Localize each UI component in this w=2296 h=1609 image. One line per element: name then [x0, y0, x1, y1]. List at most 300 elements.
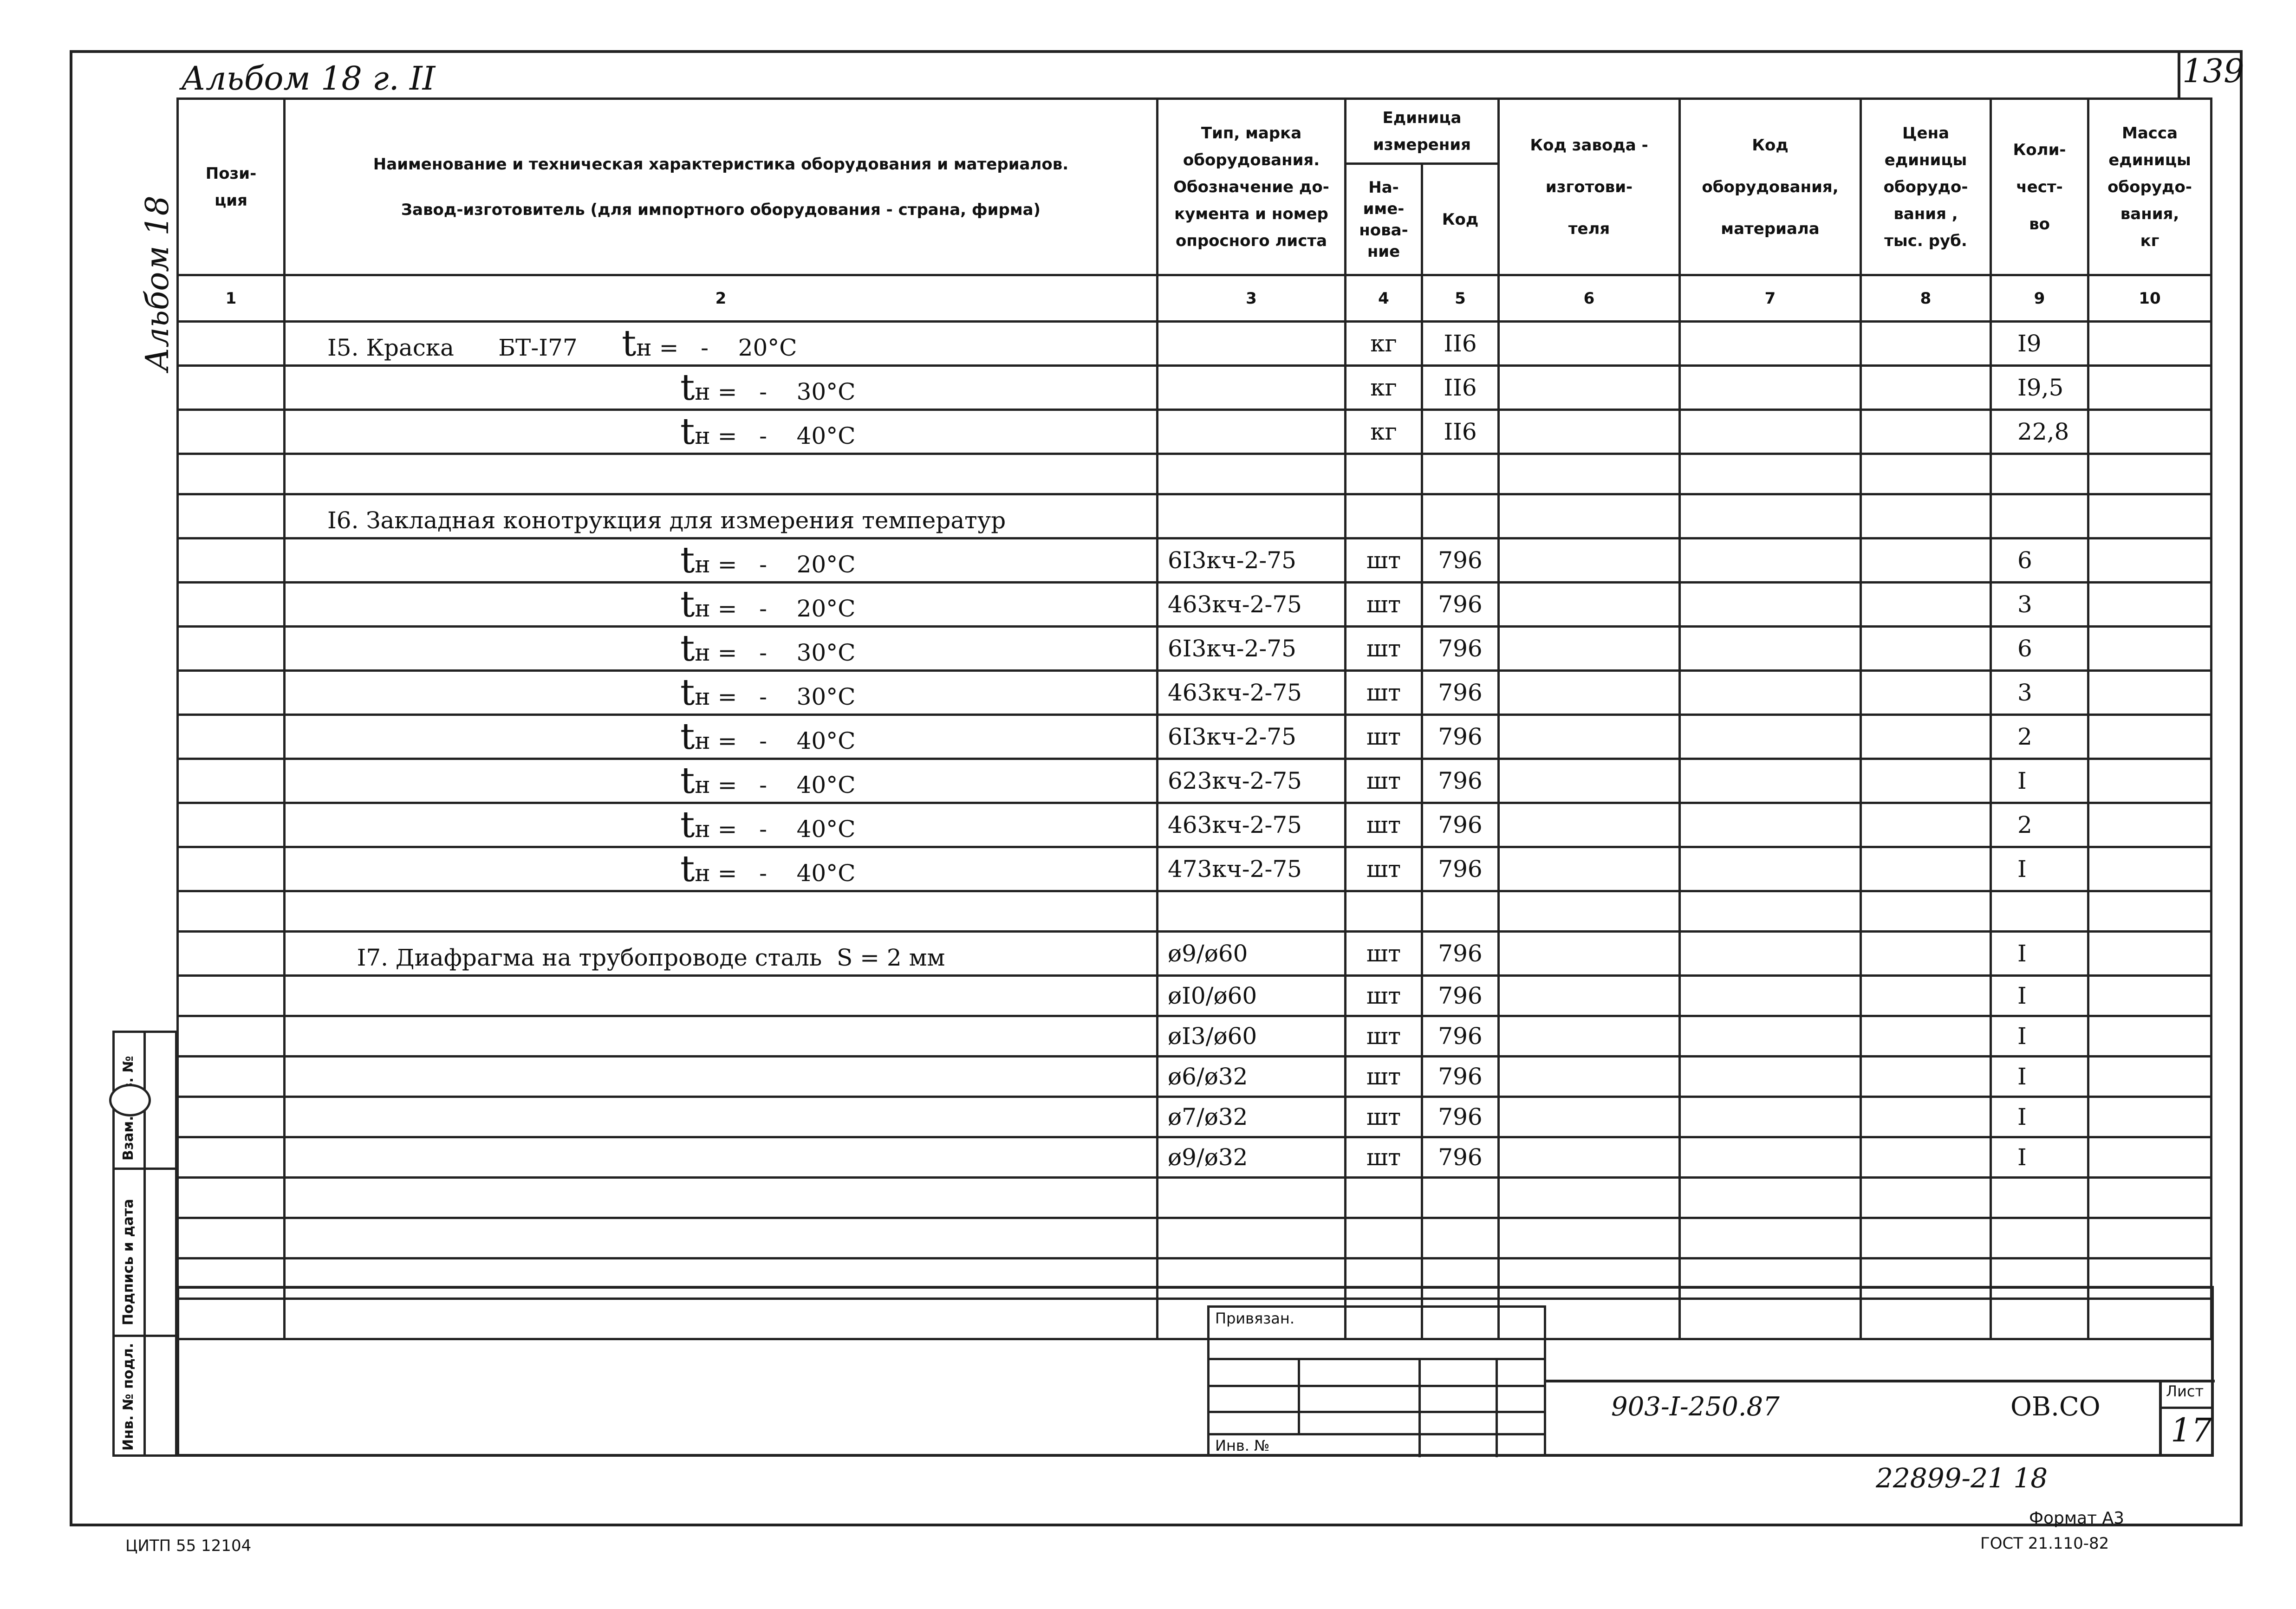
table-row: [178, 847, 2211, 891]
cell-unit: шт: [1346, 759, 1422, 803]
cell-document: [1158, 1218, 1346, 1259]
cell-mass: [2088, 759, 2211, 803]
archive-stamp: 22899-21 18: [1876, 1462, 2048, 1494]
privyazan-line: [1210, 1385, 1544, 1387]
cell-unit: шт: [1346, 1097, 1422, 1137]
cell-equipment-code: [1680, 932, 1861, 976]
cell-price: [1861, 715, 1991, 759]
cell-position: [178, 715, 285, 759]
cell-equipment-code: [1680, 322, 1861, 366]
cell-price: [1861, 1137, 1991, 1178]
cell-equipment-code: [1680, 627, 1861, 671]
temperature-symbol: t: [680, 848, 695, 890]
temperature-value: н = - 40°C: [695, 860, 856, 887]
title-block-top-line: [176, 1286, 2214, 1289]
cell-document: 473кч-2-75: [1158, 847, 1346, 891]
cell-unit: шт: [1346, 671, 1422, 715]
header-equipment-code: Код оборудования, материала: [1680, 99, 1861, 275]
temperature-value: н = - 40°C: [695, 422, 856, 449]
temperature-value: н = - 40°C: [695, 727, 856, 754]
cell-name: [285, 671, 1158, 715]
cell-name: [285, 366, 1158, 410]
cell-document: 463кч-2-75: [1158, 583, 1346, 627]
cell-mass: [2088, 803, 2211, 847]
cell-position: [178, 847, 285, 891]
item-name: I5. Краска БТ-I77: [327, 334, 622, 361]
cell-equipment-code: [1680, 1016, 1861, 1057]
cell-quantity: 2: [1991, 803, 2088, 847]
cell-price: [1861, 538, 1991, 583]
specification-table: [176, 97, 2212, 1340]
cell-document: ø9/ø32: [1158, 1137, 1346, 1178]
header-name-line2: Завод-изготовитель (для импортного оборудования - страна, фирма): [401, 200, 1041, 219]
cell-quantity: I: [1991, 976, 2088, 1016]
cell-plant-code: [1499, 1259, 1680, 1299]
cell-plant-code: [1499, 1057, 1680, 1097]
table-row: [178, 803, 2211, 847]
cell-unit: кг: [1346, 366, 1422, 410]
cell-name: [285, 1097, 1158, 1137]
cell-mass: [2088, 1218, 2211, 1259]
cell-unit: кг: [1346, 322, 1422, 366]
sheet-box-line: [2159, 1407, 2214, 1409]
header-name: [285, 99, 1158, 275]
cell-unit-code: II6: [1422, 410, 1499, 454]
cell-plant-code: [1499, 1178, 1680, 1218]
temperature-symbol: t: [680, 367, 695, 409]
document-code: 903-I-250.87: [1611, 1392, 1780, 1422]
cell-price: [1861, 1178, 1991, 1218]
cell-mass: [2088, 322, 2211, 366]
cell-quantity: I: [1991, 1016, 2088, 1057]
cell-name: [285, 627, 1158, 671]
column-number: 8: [1861, 275, 1991, 322]
cell-name: [285, 1016, 1158, 1057]
cell-plant-code: [1499, 538, 1680, 583]
title-block-bottom-line: [176, 1454, 2214, 1457]
cell-price: [1861, 891, 1991, 932]
cell-position: [178, 759, 285, 803]
privyazan-line: [1210, 1411, 1544, 1413]
table-row: [178, 1137, 2211, 1178]
side-strip-oval: [109, 1084, 151, 1116]
cell-document: øI0/ø60: [1158, 976, 1346, 1016]
cell-price: [1861, 410, 1991, 454]
cell-name: [285, 322, 1158, 366]
sheet-number-top: 139: [2182, 52, 2244, 90]
gost-label: ГОСТ 21.110-82: [1980, 1534, 2109, 1553]
table-row: [178, 891, 2211, 932]
item-name: I6. Закладная конотрукция для измерения температур: [327, 507, 1006, 534]
cell-position: [178, 583, 285, 627]
cell-unit: [1346, 454, 1422, 494]
privyazan-line: [1210, 1433, 1544, 1435]
header-name-line1: Наименование и техническая характеристика оборудования и материалов.: [373, 155, 1069, 174]
cell-equipment-code: [1680, 494, 1861, 538]
column-numbers-row: [178, 275, 2211, 322]
cell-quantity: 6: [1991, 627, 2088, 671]
cell-plant-code: [1499, 494, 1680, 538]
cell-position: [178, 1218, 285, 1259]
cell-price: [1861, 671, 1991, 715]
format-label: Формат А3: [2029, 1509, 2125, 1528]
table-row: [178, 410, 2211, 454]
privyazan-vline: [1496, 1358, 1498, 1457]
table-row: [178, 627, 2211, 671]
cell-name: [285, 932, 1158, 976]
table-row: [178, 366, 2211, 410]
temperature-value: н = - 20°C: [636, 334, 797, 361]
cell-plant-code: [1499, 803, 1680, 847]
cell-equipment-code: [1680, 715, 1861, 759]
cell-position: [178, 627, 285, 671]
podpis-label: Подпись и дата: [120, 1199, 137, 1325]
cell-unit-code: II6: [1422, 322, 1499, 366]
column-number: 3: [1158, 275, 1346, 322]
table-row: [178, 1299, 2211, 1339]
cell-mass: [2088, 976, 2211, 1016]
cell-mass: [2088, 891, 2211, 932]
table-row: [178, 1097, 2211, 1137]
temperature-value: н = - 30°C: [695, 683, 856, 710]
sheet-box-divider: [2159, 1380, 2162, 1457]
cell-document: 623кч-2-75: [1158, 759, 1346, 803]
table-row: [178, 932, 2211, 976]
temperature-symbol: t: [680, 628, 695, 669]
cell-plant-code: [1499, 322, 1680, 366]
cell-position: [178, 1178, 285, 1218]
table-row: [178, 715, 2211, 759]
album-label-side: Альбом 18: [139, 195, 176, 371]
cell-price: [1861, 1016, 1991, 1057]
cell-document: [1158, 494, 1346, 538]
cell-quantity: [1991, 1178, 2088, 1218]
cell-document: [1158, 366, 1346, 410]
cell-document: 463кч-2-75: [1158, 803, 1346, 847]
cell-mass: [2088, 1137, 2211, 1178]
temperature-symbol: t: [680, 411, 695, 453]
cell-name: [285, 538, 1158, 583]
cell-mass: [2088, 1178, 2211, 1218]
cell-position: [178, 494, 285, 538]
cell-equipment-code: [1680, 538, 1861, 583]
cell-mass: [2088, 1097, 2211, 1137]
cell-quantity: [1991, 1218, 2088, 1259]
cell-document: 6I3кч-2-75: [1158, 538, 1346, 583]
cell-quantity: [1991, 1259, 2088, 1299]
table-row: [178, 538, 2211, 583]
temperature-symbol: t: [680, 539, 695, 581]
cell-unit: шт: [1346, 932, 1422, 976]
header-quantity: Коли- чест- во: [1991, 99, 2088, 275]
temperature-value: н = - 30°C: [695, 378, 856, 405]
cell-quantity: 6: [1991, 538, 2088, 583]
cell-equipment-code: [1680, 410, 1861, 454]
cell-price: [1861, 1299, 1991, 1339]
cell-document: [1158, 410, 1346, 454]
temperature-symbol: t: [622, 323, 637, 364]
cell-mass: [2088, 671, 2211, 715]
temperature-symbol: t: [680, 760, 695, 802]
cell-mass: [2088, 627, 2211, 671]
cell-quantity: I: [1991, 1057, 2088, 1097]
header-unit-name: На- име- нова- ние: [1346, 164, 1422, 275]
cell-price: [1861, 494, 1991, 538]
cell-position: [178, 1259, 285, 1299]
cell-plant-code: [1499, 454, 1680, 494]
cell-unit: [1346, 1259, 1422, 1299]
temperature-symbol: t: [680, 804, 695, 846]
cell-price: [1861, 1057, 1991, 1097]
table-row: [178, 759, 2211, 803]
cell-unit-code: [1422, 494, 1499, 538]
cell-quantity: I: [1991, 932, 2088, 976]
privyazan-line: [1210, 1358, 1544, 1360]
cell-name: [285, 803, 1158, 847]
cell-mass: [2088, 1299, 2211, 1339]
cell-mass: [2088, 1259, 2211, 1299]
cell-price: [1861, 932, 1991, 976]
cell-unit-code: 796: [1422, 759, 1499, 803]
cell-mass: [2088, 583, 2211, 627]
cell-position: [178, 1016, 285, 1057]
cell-position: [178, 454, 285, 494]
cell-document: [1158, 891, 1346, 932]
cell-name: [285, 847, 1158, 891]
table-body: [178, 322, 2211, 1339]
cell-mass: [2088, 847, 2211, 891]
cell-quantity: 3: [1991, 671, 2088, 715]
temperature-symbol: t: [680, 584, 695, 625]
cell-plant-code: [1499, 583, 1680, 627]
cell-quantity: I: [1991, 1097, 2088, 1137]
cell-plant-code: [1499, 627, 1680, 671]
cell-mass: [2088, 366, 2211, 410]
cell-unit: [1346, 1178, 1422, 1218]
cell-unit-code: 796: [1422, 583, 1499, 627]
cell-position: [178, 322, 285, 366]
cell-unit: шт: [1346, 583, 1422, 627]
cell-plant-code: [1499, 715, 1680, 759]
cell-quantity: 3: [1991, 583, 2088, 627]
cell-position: [178, 976, 285, 1016]
cell-document: [1158, 454, 1346, 494]
column-number: 5: [1422, 275, 1499, 322]
cell-name: [285, 1057, 1158, 1097]
temperature-value: н = - 20°C: [695, 595, 856, 622]
cell-position: [178, 891, 285, 932]
cell-mass: [2088, 494, 2211, 538]
cell-price: [1861, 1218, 1991, 1259]
temperature-symbol: t: [680, 672, 695, 714]
cell-equipment-code: [1680, 803, 1861, 847]
temperature-symbol: t: [680, 716, 695, 758]
cell-name: [285, 715, 1158, 759]
cell-price: [1861, 976, 1991, 1016]
cell-equipment-code: [1680, 1299, 1861, 1339]
cell-name: [285, 1218, 1158, 1259]
cell-plant-code: [1499, 891, 1680, 932]
cell-name: [285, 583, 1158, 627]
cell-document: ø6/ø32: [1158, 1057, 1346, 1097]
cell-price: [1861, 366, 1991, 410]
sheet-number: 17: [2171, 1411, 2212, 1449]
cell-quantity: [1991, 1299, 2088, 1339]
cell-mass: [2088, 1057, 2211, 1097]
cell-position: [178, 1057, 285, 1097]
cell-position: [178, 671, 285, 715]
cell-unit-code: [1422, 1218, 1499, 1259]
cell-quantity: [1991, 494, 2088, 538]
cell-plant-code: [1499, 847, 1680, 891]
cell-position: [178, 538, 285, 583]
table-row: [178, 1057, 2211, 1097]
cell-unit: [1346, 891, 1422, 932]
cell-unit-code: 796: [1422, 538, 1499, 583]
cell-unit-code: 796: [1422, 976, 1499, 1016]
cell-price: [1861, 583, 1991, 627]
item-name: I7. Диафрагма на трубопроводе сталь S = 2 мм: [327, 944, 945, 971]
cell-unit-code: 796: [1422, 671, 1499, 715]
cell-price: [1861, 1259, 1991, 1299]
cell-unit-code: 796: [1422, 1097, 1499, 1137]
cell-name: [285, 454, 1158, 494]
cell-quantity: I9,5: [1991, 366, 2088, 410]
cell-unit-code: 796: [1422, 847, 1499, 891]
cell-equipment-code: [1680, 759, 1861, 803]
cell-quantity: I: [1991, 1137, 2088, 1178]
table-row: [178, 583, 2211, 627]
cell-plant-code: [1499, 1137, 1680, 1178]
cell-unit: шт: [1346, 1057, 1422, 1097]
cell-mass: [2088, 454, 2211, 494]
cell-document: ø7/ø32: [1158, 1097, 1346, 1137]
privyazan-vline: [1418, 1358, 1421, 1457]
cell-mass: [2088, 715, 2211, 759]
header-position: Пози- ция: [178, 99, 285, 275]
cell-unit: [1346, 494, 1422, 538]
cell-unit: шт: [1346, 538, 1422, 583]
table-row: [178, 1259, 2211, 1299]
cell-unit: шт: [1346, 1016, 1422, 1057]
cell-name: [285, 410, 1158, 454]
column-number: 4: [1346, 275, 1422, 322]
cell-unit: кг: [1346, 410, 1422, 454]
cell-document: ø9/ø60: [1158, 932, 1346, 976]
cell-position: [178, 803, 285, 847]
cell-plant-code: [1499, 932, 1680, 976]
cell-equipment-code: [1680, 847, 1861, 891]
side-strip-line: [115, 1335, 175, 1337]
table-row: [178, 322, 2211, 366]
cell-quantity: I: [1991, 847, 2088, 891]
table-row: [178, 1218, 2211, 1259]
cell-document: 6I3кч-2-75: [1158, 715, 1346, 759]
header-price: Цена единицы оборудо- вания , тыс. руб.: [1861, 99, 1991, 275]
cell-position: [178, 366, 285, 410]
cell-mass: [2088, 932, 2211, 976]
temperature-value: н = - 20°C: [695, 551, 856, 578]
cell-unit-code: [1422, 454, 1499, 494]
side-strip-line: [115, 1168, 175, 1170]
cell-name: [285, 976, 1158, 1016]
sheet-label: Лист: [2166, 1382, 2204, 1400]
cell-price: [1861, 847, 1991, 891]
cell-quantity: I: [1991, 759, 2088, 803]
column-number: 7: [1680, 275, 1861, 322]
table-row: [178, 671, 2211, 715]
cell-equipment-code: [1680, 891, 1861, 932]
header-plant-code: Код завода - изготови- теля: [1499, 99, 1680, 275]
album-label-top: Альбом 18 г. II: [181, 59, 436, 97]
cell-equipment-code: [1680, 671, 1861, 715]
cell-plant-code: [1499, 1097, 1680, 1137]
cell-document: [1158, 322, 1346, 366]
privyazan-label: Привязан.: [1215, 1310, 1294, 1327]
cell-equipment-code: [1680, 1218, 1861, 1259]
temperature-value: н = - 40°C: [695, 772, 856, 798]
title-block-mid-line: [1546, 1380, 2215, 1382]
cell-quantity: [1991, 454, 2088, 494]
cell-equipment-code: [1680, 976, 1861, 1016]
sheet-number-divider: [2178, 50, 2180, 98]
cell-unit: [1346, 1218, 1422, 1259]
cell-plant-code: [1499, 366, 1680, 410]
cell-name: [285, 1137, 1158, 1178]
cell-position: [178, 410, 285, 454]
cell-document: [1158, 1178, 1346, 1218]
cell-document: 6I3кч-2-75: [1158, 627, 1346, 671]
cell-unit: шт: [1346, 627, 1422, 671]
header-mass: Масса единицы оборудо- вания, кг: [2088, 99, 2211, 275]
cell-price: [1861, 759, 1991, 803]
privyazan-vline: [1298, 1358, 1300, 1433]
table-row: [178, 454, 2211, 494]
cell-unit: шт: [1346, 803, 1422, 847]
cell-position: [178, 1299, 285, 1339]
cell-quantity: 2: [1991, 715, 2088, 759]
cell-plant-code: [1499, 410, 1680, 454]
cell-equipment-code: [1680, 366, 1861, 410]
cell-unit-code: 796: [1422, 627, 1499, 671]
cell-equipment-code: [1680, 454, 1861, 494]
column-number: 2: [285, 275, 1158, 322]
cell-plant-code: [1499, 759, 1680, 803]
cell-price: [1861, 322, 1991, 366]
cell-price: [1861, 454, 1991, 494]
privyazan-box: [1207, 1305, 1546, 1457]
cell-plant-code: [1499, 1016, 1680, 1057]
cell-name: [285, 1178, 1158, 1218]
cell-price: [1861, 1097, 1991, 1137]
cell-unit-code: 796: [1422, 932, 1499, 976]
cell-quantity: I9: [1991, 322, 2088, 366]
cell-position: [178, 1097, 285, 1137]
cell-equipment-code: [1680, 1259, 1861, 1299]
cell-unit-code: 796: [1422, 1137, 1499, 1178]
table-row: [178, 1178, 2211, 1218]
cell-quantity: 22,8: [1991, 410, 2088, 454]
cell-mass: [2088, 410, 2211, 454]
inv-podl-label: Инв. № подл.: [120, 1343, 137, 1451]
cell-unit: шт: [1346, 1137, 1422, 1178]
cell-equipment-code: [1680, 1137, 1861, 1178]
column-number: 1: [178, 275, 285, 322]
cell-unit-code: 796: [1422, 803, 1499, 847]
cell-unit-code: [1422, 1259, 1499, 1299]
cell-unit-code: 796: [1422, 715, 1499, 759]
cell-price: [1861, 627, 1991, 671]
